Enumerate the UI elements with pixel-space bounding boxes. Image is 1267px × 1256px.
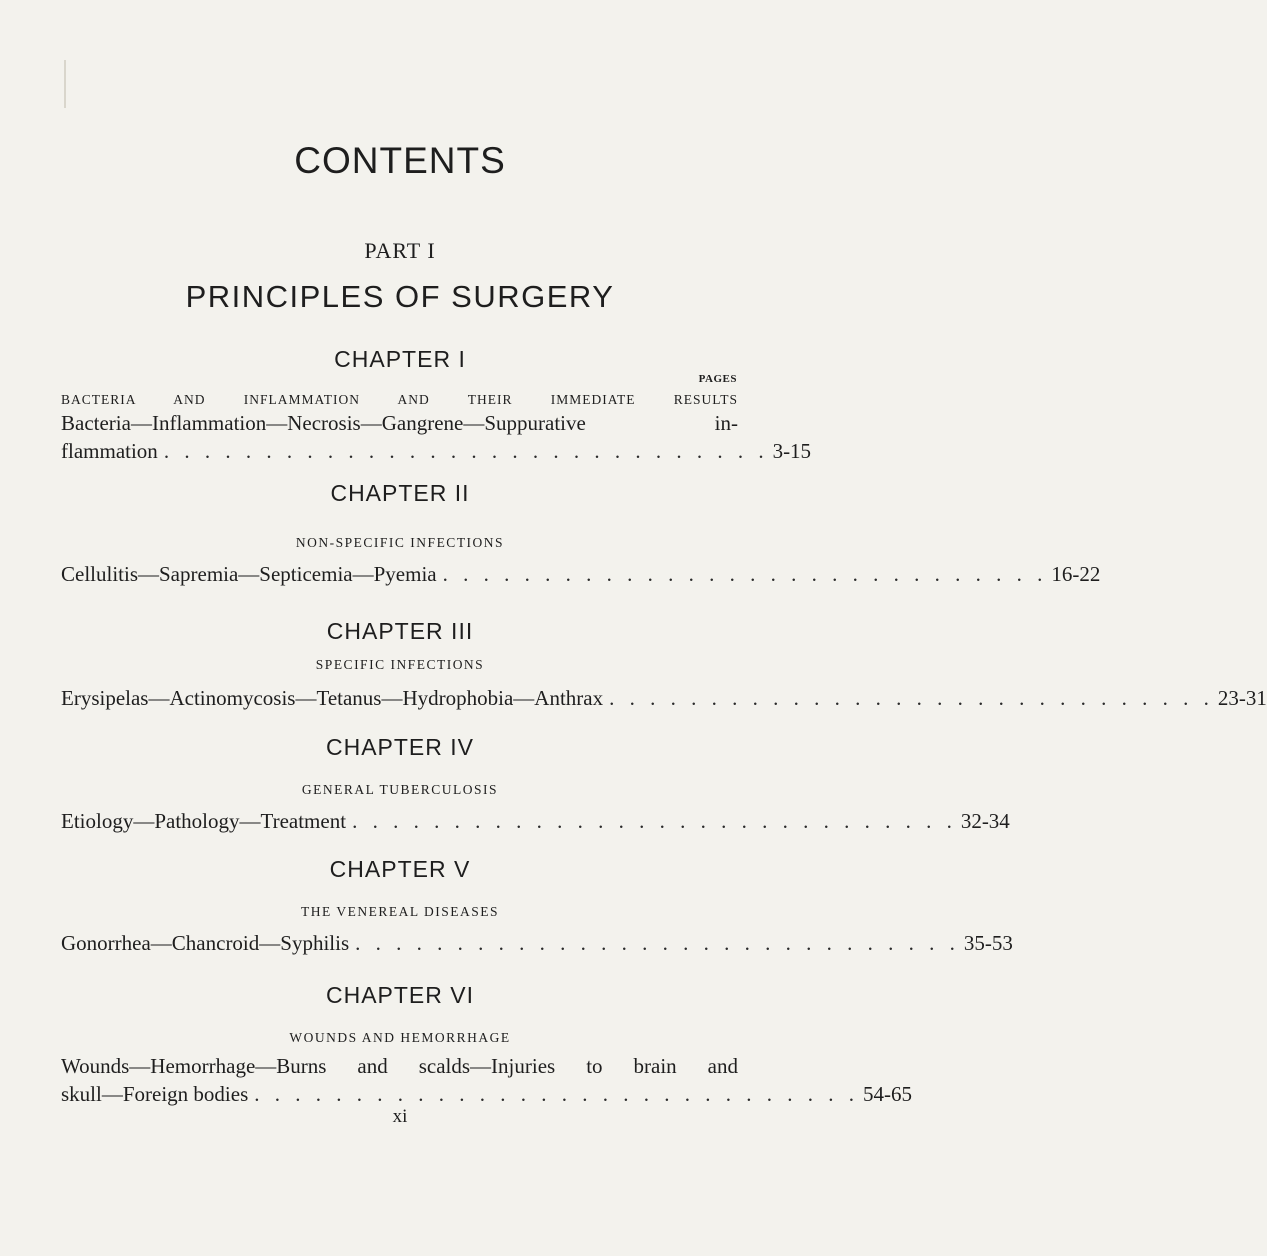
leader-dots: . . . . . . . . . . . . . . . . . . . . . . . . . . . . . . (355, 931, 960, 955)
toc-entry[interactable] (61, 562, 1101, 588)
chapter-topics-line: Wounds—Hemorrhage—Burns and scalds—Injuries to brain and (61, 1054, 738, 1078)
page-number: xi (392, 1106, 408, 1127)
scan-artifact (64, 60, 66, 108)
page-title: CONTENTS (294, 140, 506, 181)
toc-entry[interactable] (61, 809, 1010, 835)
chapter-subtitle: WOUNDS AND HEMORRHAGE (289, 1030, 511, 1045)
chapter-subtitle: THE VENEREAL DISEASES (301, 904, 499, 919)
page-range: 3-15 (772, 439, 812, 463)
toc-entry[interactable] (61, 931, 1013, 957)
toc-entry[interactable] (61, 439, 812, 465)
page-range: 35-53 (963, 931, 1013, 955)
page-range: 32-34 (960, 809, 1010, 833)
page-range: 23-31 (1217, 686, 1267, 710)
leader-dots: . . . . . . . . . . . . . . . . . . . . . . . . . . . . . . (163, 439, 769, 463)
chapter-subtitle: GENERAL TUBERCULOSIS (301, 782, 499, 797)
chapter-title: CHAPTER V (329, 856, 471, 882)
page-range: 16-22 (1051, 562, 1101, 586)
leader-dots: . . . . . . . . . . . . . . . . . . . . . . . . . . . . . . (352, 809, 957, 833)
chapter-topics-line: Cellulitis—Sapremia—Septicemia—Pyemia (61, 562, 437, 586)
chapter-title: CHAPTER VI (325, 982, 475, 1008)
chapter-subtitle: SPECIFIC INFECTIONS (315, 657, 485, 672)
book-title: PRINCIPLES OF SURGERY (185, 279, 615, 314)
chapter-title: CHAPTER I (334, 346, 466, 372)
chapter-topics-line: Bacteria—Inflammation—Necrosis—Gangrene—Suppurative in- (61, 411, 738, 435)
chapter-title: CHAPTER II (330, 480, 470, 506)
part-label: PART I (364, 238, 436, 263)
chapter-subtitle: NON-SPECIFIC INFECTIONS (295, 535, 505, 550)
chapter-title: CHAPTER III (326, 618, 474, 644)
chapter-topics-line: Erysipelas—Actinomycosis—Tetanus—Hydrophobia—Anthrax (61, 686, 604, 710)
chapter-topics-line: skull—Foreign bodies (61, 1082, 249, 1106)
leader-dots: . . . . . . . . . . . . . . . . . . . . . . . . . . . . . . (442, 562, 1048, 586)
page-range: 54-65 (863, 1082, 912, 1106)
leader-dots: . . . . . . . . . . . . . . . . . . . . . . . . . . . . . . (254, 1082, 859, 1106)
chapter-title: CHAPTER IV (325, 734, 475, 760)
toc-entry[interactable] (61, 1082, 912, 1108)
toc-entry[interactable] (61, 686, 1267, 712)
pages-column-label: PAGES (698, 373, 737, 385)
chapter-subtitle: BACTERIA AND INFLAMMATION AND THEIR IMMEDIATE RESULTS (61, 392, 738, 407)
chapter-topics-line: Etiology—Pathology—Treatment (61, 809, 347, 833)
leader-dots: . . . . . . . . . . . . . . . . . . . . . . . . . . . . . . (609, 686, 1214, 710)
chapter-topics-line: flammation (61, 439, 158, 463)
chapter-topics-line: Gonorrhea—Chancroid—Syphilis (61, 931, 350, 955)
